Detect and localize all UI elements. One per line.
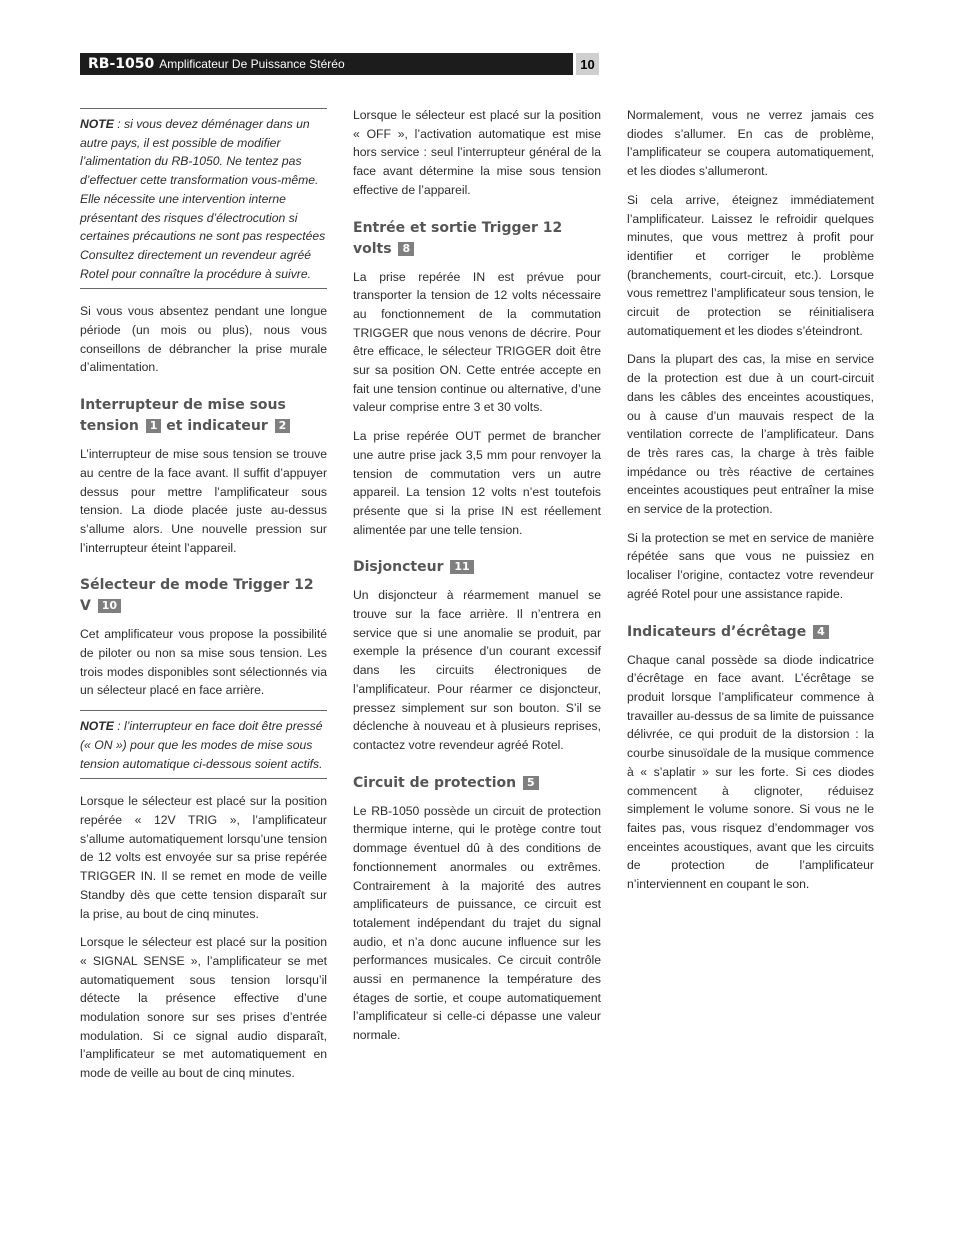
header-subtitle: Amplificateur De Puissance Stéréo [159, 57, 345, 71]
paragraph: Le RB-1050 possède un circuit de protection thermique interne, qui le protège contre tout dommage éventuel dû à des conditions de fonctionnement anormales ou extrêmes. Contrairement à la majorité des autres amplificateurs de puissance, ce circuit est totalement indépendant du trajet du signal audio, et n’a donc aucune influence sur les performances musicales. Ce circuit contrôle aussi en permanence la température des étages de sortie, et coupe automatiquement l’amplificateur si celle-ci dépasse une valeur normale. [353, 803, 601, 1043]
reference-badge: 8 [398, 242, 414, 256]
note-box [80, 108, 327, 289]
paragraph: Si vous vous absentez pendant une longue période (un mois ou plus), nous vous conseillons de débrancher la prise murale d’alimentation. [80, 304, 327, 375]
paragraph: Un disjoncteur à réarmement manuel se trouve sur la face arrière. Il n’entrera en service que si une anomalie se produit, par exemple la présence d’un courant excessif dans les circuits électroniques de l’amplificateur. Pour réarmer ce disjoncteur, pressez simplement sur son bouton. S’il se déclenche à nouveau et à plusieurs reprises, contactez votre revendeur agréé Rotel. [353, 588, 601, 752]
paragraph: Dans la plupart des cas, la mise en service de la protection est due à un court-circuit dans les câbles des enceintes acoustiques, ou à cause d’un mauvais respect de la ventilation correcte de l’amplificateur. Dans de très rares cas, la charge à très faible impédance ou très réactive de certaines enceintes acoustiques peut entraîner la mise en service de la protection. [627, 352, 874, 517]
heading-text: Entrée et sortie Trigger 12 volts [353, 219, 563, 257]
note-paragraph [80, 717, 327, 773]
reference-badge: 11 [450, 560, 473, 574]
section-heading [627, 622, 874, 643]
section-heading [353, 557, 601, 578]
paragraph: La prise repérée OUT permet de brancher une autre prise jack 3,5 mm pour renvoyer la tension de commutation vers un autre appareil. La tension 12 volts n’est toutefois présente que si la prise IN est réellement alimentée par une telle tension. [353, 429, 601, 537]
heading-text: Interrupteur de mise sous tension [80, 397, 286, 435]
reference-badge: 10 [98, 599, 121, 613]
heading-text: Indicateurs d’écrêtage [627, 623, 807, 640]
heading-text: Circuit de protection [353, 774, 517, 791]
reference-badge: 5 [523, 776, 539, 790]
header-bar [80, 53, 573, 75]
section-heading [353, 218, 601, 260]
note-text: : l’interrupteur en face doit être pressé (« ON ») pour que les modes de mise sous tension automatique ci-dessous soient actifs. [80, 719, 323, 771]
column-1 [80, 106, 327, 1093]
column-3 [627, 106, 874, 904]
section-heading [80, 575, 327, 617]
column-2 [353, 106, 601, 1055]
paragraph: Lorsque le sélecteur est placé sur la position « SIGNAL SENSE », l’amplificateur se met automatiquement sous tension lorsqu’il détecte la présence effective d’une modulation sonore sur ses prises d’entrée modulation. Si ce signal audio disparaît, l’amplificateur se met automatiquement en mode de veille au bout de cinq minutes. [80, 935, 327, 1081]
reference-badge: 2 [275, 419, 291, 433]
note-label: NOTE [80, 719, 114, 734]
note-paragraph [80, 115, 327, 283]
heading-text: Sélecteur de mode Trigger 12 V [80, 577, 314, 615]
paragraph: La prise repérée IN est prévue pour transporter la tension de 12 volts nécessaire au fonctionnement de la commutation TRIGGER que nous venons de décrire. Pour être efficace, le sélecteur TRIGGER doit être sur sa position ON. Cette entrée accepte en fait une tension continue ou alternative, d’une valeur comprise entre 3 et 30 volts. [353, 269, 601, 415]
model-name: RB-1050 [88, 56, 155, 72]
reference-badge: 4 [813, 625, 829, 639]
reference-badge: 1 [146, 419, 162, 433]
note-label: NOTE [80, 117, 114, 131]
heading-text: Disjoncteur [353, 559, 444, 576]
paragraph: Si la protection se met en service de manière répétée sans que vous ne puissiez en localiser l’origine, contactez votre revendeur agréé Rotel pour une assistance rapide. [627, 530, 874, 601]
paragraph: Normalement, vous ne verrez jamais ces diodes s’allumer. En cas de problème, l’amplificateur se coupera automatiquement, et les diodes s’allumeront. [627, 108, 874, 179]
heading-text: et indicateur [166, 418, 268, 435]
paragraph: Lorsque le sélecteur est placé sur la position « OFF », l’activation automatique est mise hors service : seul l’interrupteur général de la face avant détermine la mise sous tension effective de l’appareil. [353, 108, 601, 197]
paragraph: L’interrupteur de mise sous tension se trouve au centre de la face avant. Il suffit d’appuyer dessus pour mettre l’amplificateur sous tension. La diode placée juste au-dessus s’allume alors. Une nouvelle pression sur l’interrupteur éteint l’appareil. [80, 447, 327, 555]
paragraph: Cet amplificateur vous propose la possibilité de piloter ou non sa mise sous tension. Les trois modes disponibles sont sélectionnés via un sélecteur placé en face arrière. [80, 627, 327, 698]
paragraph: Lorsque le sélecteur est placé sur la position repérée « 12V TRIG », l’amplificateur s’allume automatiquement lorsqu’une tension de 12 volts est envoyée sur sa prise repérée TRIGGER IN. Il se remet en mode de veille Standby dès que cette tension disparaît sur la prise, au bout de cinq minutes. [80, 794, 327, 921]
paragraph: Si cela arrive, éteignez immédiatement l’amplificateur. Laissez le refroidir quelques minutes, que vous mettrez à profit pour identifier et corriger le problème (branchements, court-circuit, etc.). Lorsque vous remettrez l’amplificateur sous tension, le circuit de protection se réinitialisera automatiquement et les diodes s’éteindront. [627, 192, 874, 338]
section-heading [80, 395, 327, 437]
page-header [80, 53, 599, 75]
page-number: 10 [576, 53, 599, 75]
paragraph: Chaque canal possède sa diode indicatrice d’écrêtage en face avant. L’écrêtage se produit lorsque l’amplificateur commence à travailler au-dessus de sa limite de puissance délivrée, ce qui produit de la distorsion : la courbe sinusoïdale de la musique commence à « s’aplatir » sur les forte. Si ces diodes commencent à clignoter, réduisez simplement le volume sonore. Si vous ne le faites pas, vous risquez d’endommager vos enceintes acoustiques, avant que les circuits de protection de l’amplificateur n’interviennent en coupant le son. [627, 652, 874, 892]
note-box [80, 710, 327, 779]
section-heading [353, 773, 601, 794]
note-text: : si vous devez déménager dans un autre pays, il est possible de modifier l’alimentation du RB-1050. Ne tentez pas d’effectuer cette transformation vous-même. Elle nécessite une intervention interne présentant des risques d’électrocution si certaines précautions ne sont pas respectées Consultez directement un revendeur agréé Rotel pour connaître la procédure à suivre. [80, 117, 326, 281]
